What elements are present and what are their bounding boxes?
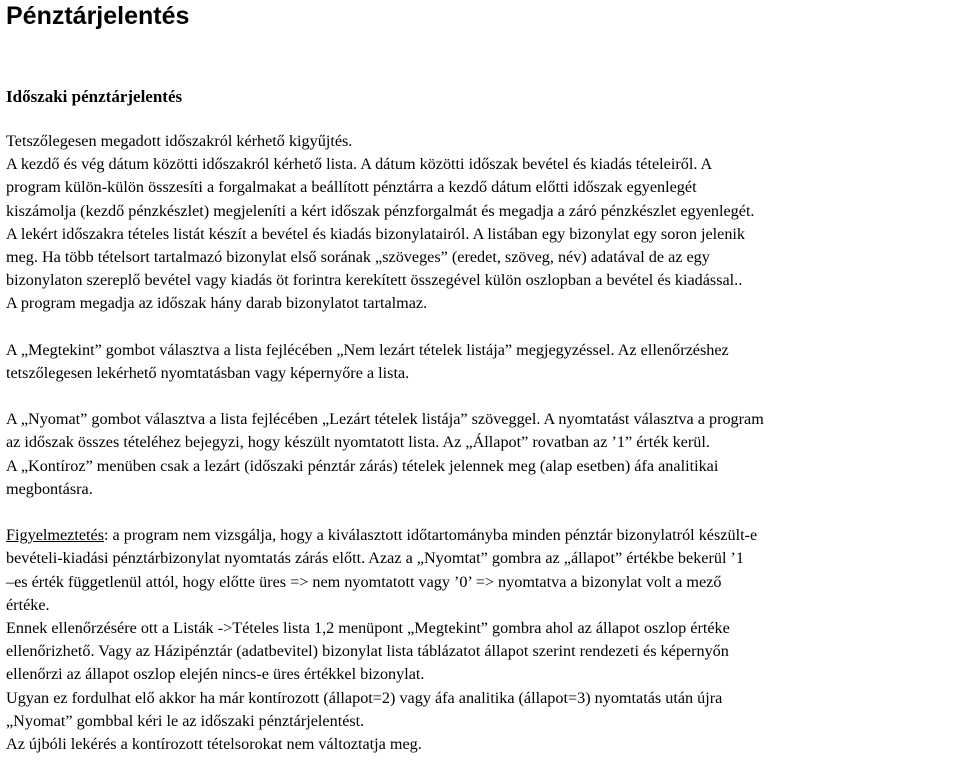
text-line: A lekért időszakra tételes listát készít a bevétel és kiadás bizonylatairól. A listában egy bizonylat egy soron jelenik [6, 224, 746, 243]
paragraph-warning [6, 524, 950, 756]
text-line: –es érték függetlenül attól, hogy előtte üres => nem nyomtatott vagy ’0’ => nyomtatva a bizonylat volt a mező [6, 572, 722, 591]
text-line: Ennek ellenőrzésére ott a Listák ->Tételes lista 1,2 menüpont „Megtekint” gombra ahol az állapot oszlop értéke [6, 618, 730, 637]
document-body [6, 130, 950, 756]
text-line: A „Kontíroz” menüben csak a lezárt (időszaki pénztár zárás) tételek jelennek meg (alap esetben) áfa analitikai [6, 456, 719, 475]
text-line: tetszőlegesen lekérhető nyomtatásban vagy képernyőre a lista. [6, 363, 410, 382]
paragraph-intro [6, 130, 950, 316]
text-line: A „Megtekint” gombot választva a lista fejlécében „Nem lezárt tételek listája” megjegyzéssel. Az ellenőrzéshez [6, 340, 729, 359]
paragraph-gap [6, 385, 950, 408]
text-line: Az újbóli lekérés a kontírozott tételsorokat nem változtatja meg. [6, 734, 422, 753]
text-line: értéke. [6, 595, 50, 614]
text-line: A „Nyomat” gombot választva a lista fejlécében „Lezárt tételek listája” szöveggel. A nyomtatást választva a program [6, 410, 764, 429]
text-line: ellenőrzi az állapot oszlop elején nincs-e üres értékkel bizonylat. [6, 665, 425, 684]
text-line: meg. Ha több tételsort tartalmazó bizonylat első sorának „szöveges” (eredet, szöveg, név) adatával de az egy [6, 247, 710, 266]
section-subtitle: Időszaki pénztárjelentés [6, 87, 183, 106]
warning-text: : a program nem vizsgálja, hogy a kiválasztott időtartományba minden pénztár bizonylatról készült-e [104, 526, 758, 545]
warning-label: Figyelmeztetés [6, 526, 104, 545]
paragraph-nyomat [6, 408, 950, 501]
paragraph-gap [6, 501, 950, 524]
text-line: megbontásra. [6, 479, 93, 498]
text-line: ellenőrizhető. Vagy az Házipénztár (adatbevitel) bizonylat lista táblázatot állapot szerint rendezeti és képernyőn [6, 642, 729, 661]
text-line: az időszak összes tételéhez bejegyzi, hogy készült nyomtatott lista. Az „Állapot” rovatban az ’1” érték kerül. [6, 433, 710, 452]
text-line: „Nyomat” gombbal kéri le az időszaki pénztárjelentést. [6, 711, 365, 730]
text-line: A kezdő és vég dátum közötti időszakról kérhető lista. A dátum közötti időszak bevétel és kiadás tételeiről. A [6, 155, 713, 174]
text-line: Ugyan ez fordulhat elő akkor ha már kontírozott (állapot=2) vagy áfa analitika (állapot=3) nyomtatás után újra [6, 688, 723, 707]
text-line: A program megadja az időszak hány darab bizonylatot tartalmaz. [6, 294, 428, 313]
document-page [6, 0, 950, 753]
paragraph-megtekint [6, 339, 950, 385]
text-line [6, 524, 950, 547]
text-line: bevételi-kiadási pénztárbizonylat nyomtatás zárás előtt. Azaz a „Nyomtat” gombra az „állapot” értékbe bekerül ’1 [6, 549, 744, 568]
text-line: bizonylaton szereplő bevétel vagy kiadás öt forintra kerekített összegével külön oszlopban a bevétel és kiadással.. [6, 271, 743, 290]
page-title: Pénztárjelentés [6, 2, 190, 30]
text-line: Tetszőlegesen megadott időszakról kérhető kigyűjtés. [6, 132, 353, 150]
text-line: program külön-külön összesíti a forgalmakat a beállított pénztárra a kezdő dátum előtti időszak egyenlegét [6, 178, 697, 197]
text-line: kiszámolja (kezdő pénzkészlet) megjeleníti a kért időszak pénzforgalmát és megadja a záró pénzkészlet egyenlegét. [6, 201, 755, 220]
paragraph-gap [6, 316, 950, 339]
